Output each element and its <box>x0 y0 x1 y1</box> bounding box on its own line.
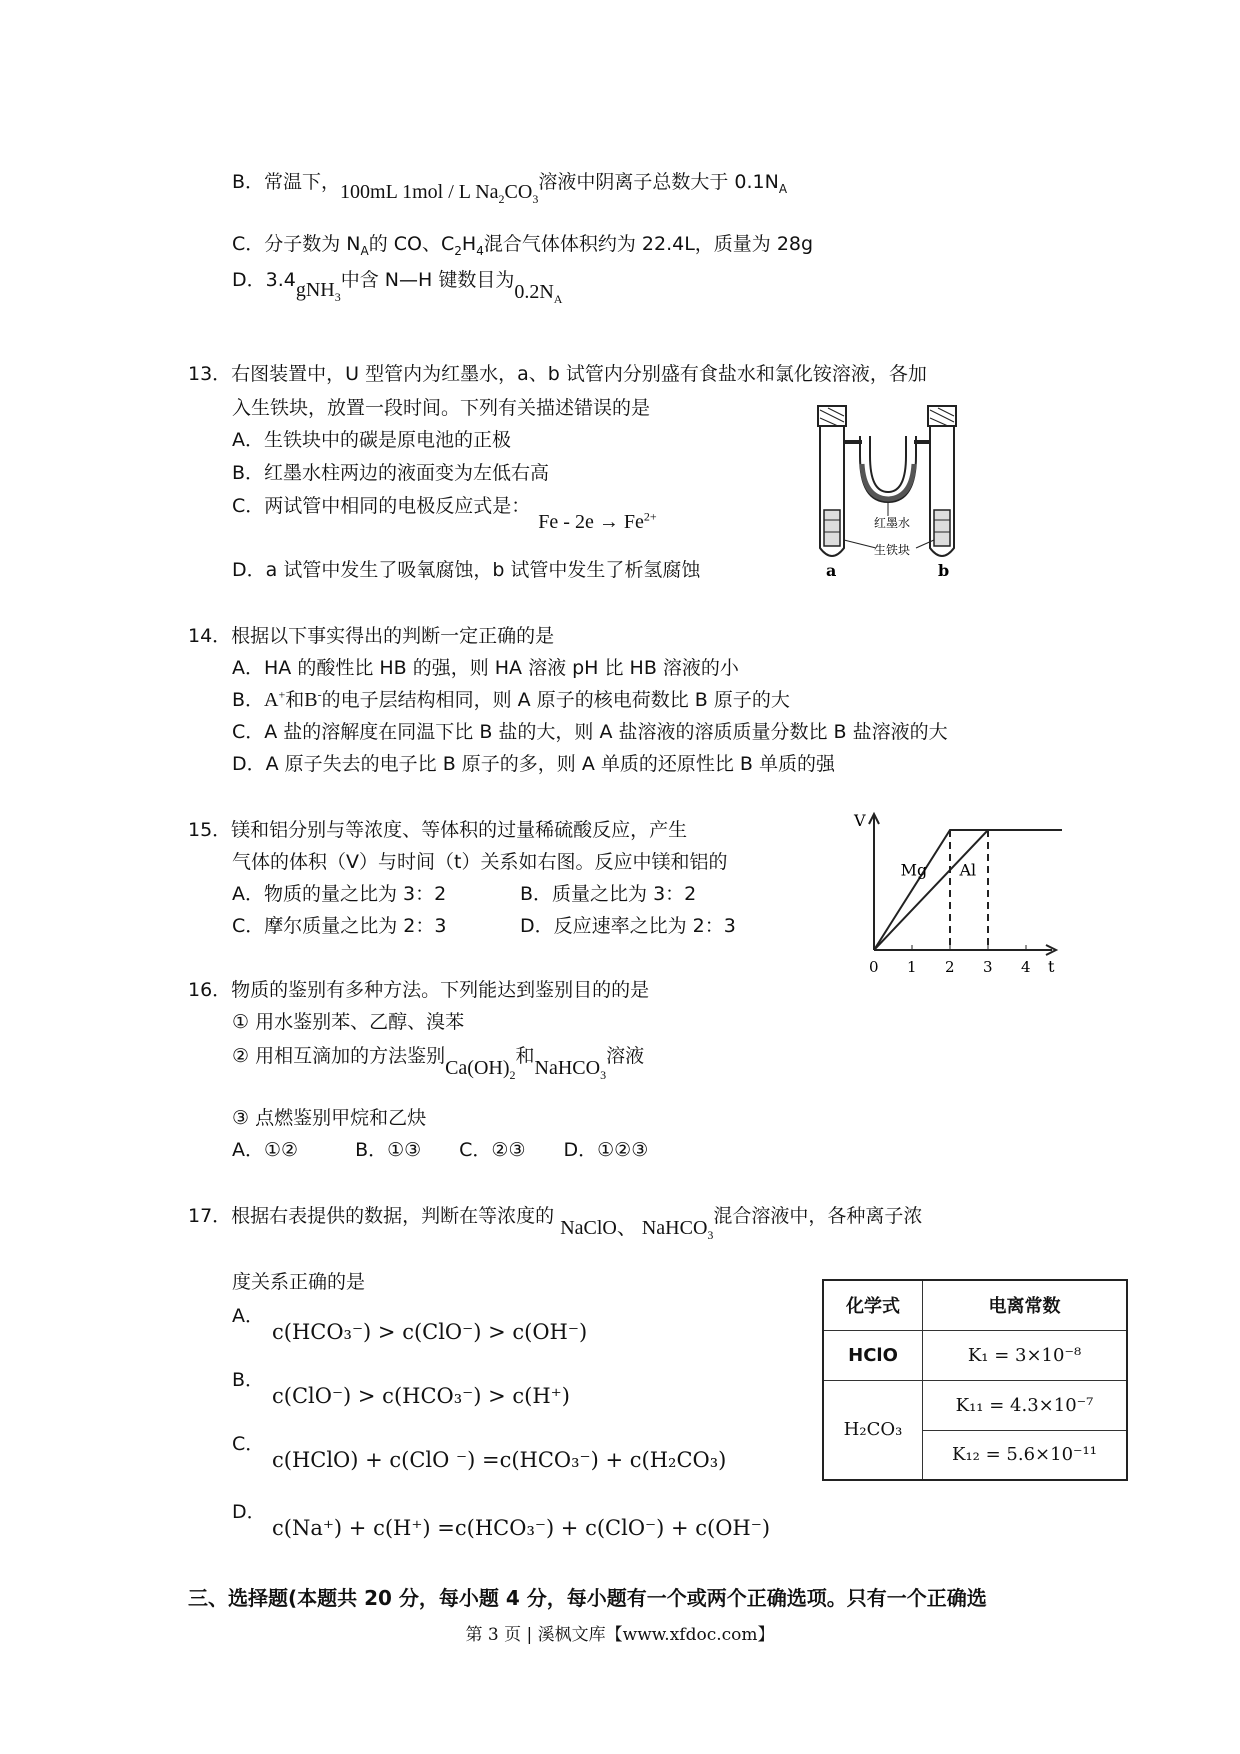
tube-b-label: b <box>938 561 950 580</box>
q13-stem-cont: 入生铁块，放置一段时间。下列有关描述错误的是 <box>232 397 651 419</box>
u-tube-apparatus-figure <box>808 398 988 582</box>
series-line-al <box>874 830 1062 950</box>
q17-option-a-label: A． <box>232 1305 264 1327</box>
ink-label: 红墨水 <box>874 516 911 530</box>
q17-option-b: c(ClO⁻) > c(HCO₃⁻) > c(H⁺) <box>272 1384 570 1408</box>
q13-stem: 13．右图装置中，U 型管内为红墨水，a、b 试管内分别盛有食盐水和氯化铵溶液，各加 <box>188 363 927 385</box>
q14-stem: 14．根据以下事实得出的判断一定正确的是 <box>188 625 555 647</box>
iron-label: 生铁块 <box>874 543 911 557</box>
q14-option-b: B．A+和B-的电子层结构相同，则 A 原子的核电荷数比 B 原子的大 <box>232 687 790 711</box>
section-3-heading: 三、选择题(本题共 20 分，每小题 4 分，每小题有一个或两个正确选项。只有一个正确选 <box>188 1586 987 1610</box>
q14-option-d: D．A 原子失去的电子比 B 原子的多，则 A 单质的还原性比 B 单质的强 <box>232 753 835 775</box>
q15-option-c: C．摩尔质量之比为 2：3 <box>232 915 447 937</box>
q15-option-b: B．质量之比为 3：2 <box>520 883 697 905</box>
q17-option-b-label: B． <box>232 1369 265 1391</box>
x-tick-label: 0 <box>869 958 879 976</box>
u-tube <box>860 436 916 502</box>
q13-option-a: A．生铁块中的碳是原电池的正极 <box>232 429 511 451</box>
q17-option-c-label: C． <box>232 1433 265 1455</box>
table-cell-h2co3-k1: K₁₁ = 4.3×10⁻⁷ <box>923 1380 1128 1430</box>
x-axis-label: t <box>1048 957 1055 976</box>
q17-option-a: c(HCO₃⁻) > c(ClO⁻) > c(OH⁻) <box>272 1320 588 1344</box>
test-tube-a <box>818 406 846 556</box>
q17-stem: 17．根据右表提供的数据，判断在等浓度的NaClO、 NaHCO$_3$混合溶液中，各种离子浓 <box>188 1205 923 1242</box>
q12-option-b: B．常温下，100mL 1mol / L $Na_2CO_3$溶液中阴离子总数大于 $0.1N_A$ <box>232 171 788 206</box>
series-label-al: Al <box>959 860 977 880</box>
q17-option-d-label: D． <box>232 1501 266 1523</box>
q17-option-c: c(HClO) + c(ClO ⁻) =c(HCO₃⁻) + c(H₂CO₃) <box>272 1448 727 1472</box>
test-tube-b <box>928 406 956 556</box>
q12-option-c: C．分子数为 $N_A$的 CO、$C_2H_4$混合气体体积约为 22.4L，质量为 28g <box>232 233 814 258</box>
q17-stem-cont: 度关系正确的是 <box>232 1271 366 1293</box>
x-tick-label: 2 <box>945 958 955 976</box>
volume-time-chart <box>852 810 1062 980</box>
x-tick-label: 3 <box>983 958 993 976</box>
table-cell-h2co3: H₂CO₃ <box>823 1380 923 1480</box>
series-label-mg: Mg <box>900 860 928 880</box>
tube-a-label: a <box>826 561 837 580</box>
q16-item-1: ① 用水鉴别苯、乙醇、溴苯 <box>232 1011 465 1033</box>
q12-option-d: D．3.4gNH$_3$中含 N—H 键数目为$0.2N_A$ <box>232 269 563 306</box>
table-header-formula: 化学式 <box>823 1280 923 1330</box>
q14-option-c: C．A 盐的溶解度在同温下比 B 盐的大，则 A 盐溶液的溶质质量分数比 B 盐溶液的大 <box>232 721 948 743</box>
table-cell-h2co3-k2: K₁₂ = 5.6×10⁻¹¹ <box>923 1430 1128 1480</box>
q15-stem: 15．镁和铝分别与等浓度、等体积的过量稀硫酸反应，产生 <box>188 819 688 841</box>
q13-option-c: C．两试管中相同的电极反应式是：$Fe - 2e \to Fe^{2+}$ <box>232 495 657 533</box>
q16-item-3: ③ 点燃鉴别甲烷和乙炔 <box>232 1107 427 1129</box>
q15-option-a: A．物质的量之比为 3：2 <box>232 883 447 905</box>
q16-stem: 16．物质的鉴别有多种方法。下列能达到鉴别目的的是 <box>188 979 650 1001</box>
q15-option-d: D．反应速率之比为 2：3 <box>520 915 736 937</box>
table-cell-hclo: HClO <box>823 1330 923 1380</box>
x-tick-label: 4 <box>1021 958 1031 976</box>
q13-option-b: B．红墨水柱两边的液面变为左低右高 <box>232 462 550 484</box>
y-axis-label: V <box>854 811 866 830</box>
page-footer: 第 3 页 | 溪枫文库【www.xfdoc.com】 <box>465 1625 775 1645</box>
q15-stem-cont: 气体的体积（V）与时间（t）关系如右图。反应中镁和铝的 <box>232 851 728 873</box>
q17-option-d: c(Na⁺) + c(H⁺) =c(HCO₃⁻) + c(ClO⁻) + c(OH⁻) <box>272 1516 771 1540</box>
ionization-constant-table <box>822 1279 1128 1481</box>
table-header-constant: 电离常数 <box>923 1280 1128 1330</box>
table-cell-hclo-k: K₁ = 3×10⁻⁸ <box>923 1330 1128 1380</box>
q16-item-2: ② 用相互滴加的方法鉴别$Ca(OH)_2$和NaHCO$_3$溶液 <box>232 1045 645 1082</box>
series-line-mg <box>874 830 1062 950</box>
q13-option-d: D．a 试管中发生了吸氧腐蚀，b 试管中发生了析氢腐蚀 <box>232 559 701 581</box>
q16-options: A．①② B．①③ C．②③ D．①②③ <box>232 1139 649 1161</box>
x-tick-label: 1 <box>907 958 917 976</box>
q14-option-a: A．HA 的酸性比 HB 的强，则 HA 溶液 pH 比 HB 溶液的小 <box>232 657 739 679</box>
